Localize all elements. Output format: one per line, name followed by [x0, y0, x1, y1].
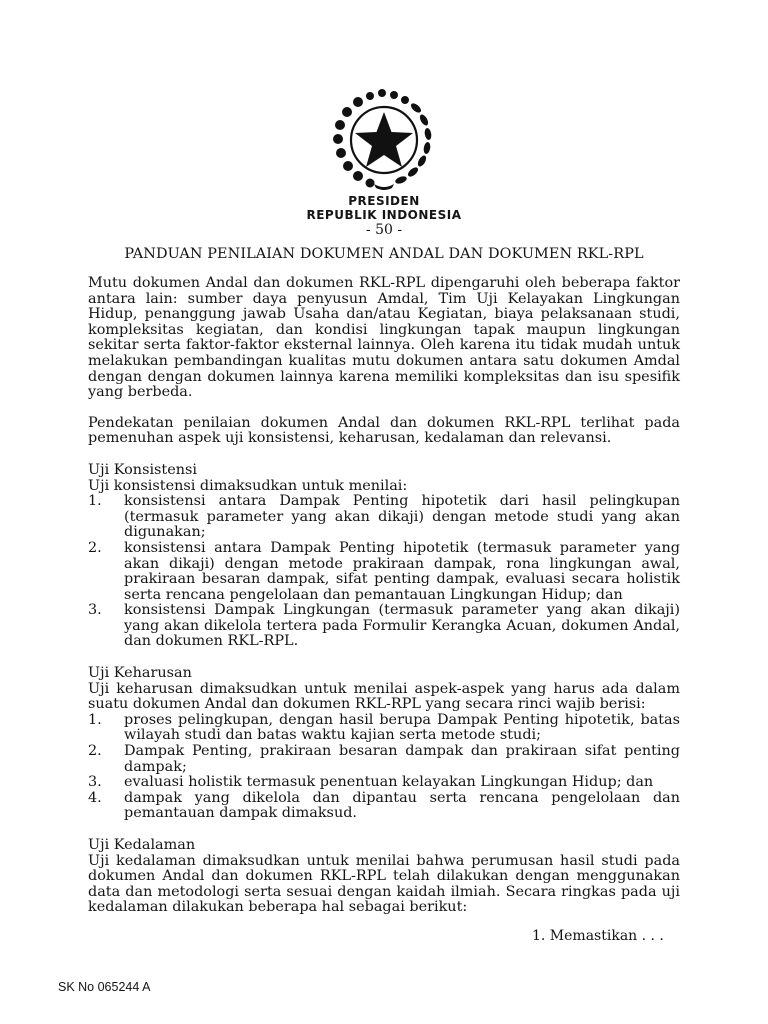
list-item [88, 744, 680, 775]
list-item [88, 791, 680, 822]
list-item-number: 2. [88, 539, 102, 556]
list-item-number: 4. [88, 789, 102, 806]
paragraph-intro: Mutu dokumen Andal dan dokumen RKL-RPL dipengaruhi oleh beberapa faktor antara lain: sumber daya penyusun Amdal, Tim Uji Kelayakan Lingkungan Hidup, penanggung jawab Usaha dan/atau Kegiatan, biaya pelaksanaan studi, kompleksitas kegiatan, dan kondisi lingkungan tapak maupun lingkungan sekitar serta faktor-faktor eksternal lainnya. Oleh karena itu tidak mudah untuk melakukan pembandingan kualitas mutu dokumen antara satu dokumen Amdal dengan dengan dokumen lainnya karena memiliki kompleksitas dan isu spesifik yang berbeda. [88, 275, 680, 401]
item-list [88, 713, 680, 822]
item-list [88, 494, 680, 650]
section-title: Uji Keharusan [88, 665, 192, 682]
list-item-text: konsistensi Dampak Lingkungan (termasuk parameter yang akan dikaji) yang akan dikelola tertera pada Formulir Kerangka Acuan, dokumen Andal, dan dokumen RKL-RPL. [124, 602, 680, 650]
document-title: PANDUAN PENILAIAN DOKUMEN ANDAL DAN DOKUMEN RKL-RPL [124, 246, 644, 262]
header-president: PRESIDEN [348, 194, 420, 208]
section-title: Uji Kedalaman [88, 837, 196, 853]
list-item-number: 3. [88, 602, 102, 619]
list-item [88, 541, 680, 603]
list-item [88, 713, 680, 744]
list-item-number: 1. [88, 493, 102, 510]
list-item-text: proses pelingkupan, dengan hasil berupa Dampak Penting hipotetik, batas wilayah studi dan batas waktu kajian serta metode studi; [124, 711, 680, 744]
list-item [88, 775, 680, 791]
section-uji-konsistensi [88, 463, 680, 650]
list-item-number: 3. [88, 774, 102, 791]
page-number: - 50 - [365, 222, 403, 238]
section-intro: Uji konsistensi dimaksudkan untuk menilai: [88, 477, 408, 494]
section-uji-kedalaman [88, 838, 680, 916]
list-item-text: konsistensi antara Dampak Penting hipotetik (termasuk parameter yang akan dikaji) dengan metode prakiraan dampak, rona lingkungan awal, prakiraan besaran dampak, sifat penting dampak, evaluasi secara holistik serta rencana pengelolaan dan pemantauan Lingkungan Hidup; dan [124, 539, 680, 603]
list-item-text: dampak yang dikelola dan dipantau serta rencana pengelolaan dan pemantauan dampak dimaksud. [124, 789, 680, 822]
list-item [88, 494, 680, 541]
section-uji-keharusan [88, 666, 680, 822]
list-item-number: 2. [88, 743, 102, 760]
list-item-text: evaluasi holistik termasuk penentuan kelayakan Lingkungan Hidup; dan [124, 774, 654, 791]
list-item-number: 1. [88, 711, 102, 728]
national-emblem-icon [330, 86, 438, 192]
list-item [88, 603, 680, 650]
paragraph-approach: Pendekatan penilaian dokumen Andal dan dokumen RKL-RPL terlihat pada pemenuhan aspek uji konsistensi, keharusan, kedalaman dan relevansi. [88, 414, 680, 447]
section-title: Uji Konsistensi [88, 461, 197, 478]
list-item-text: konsistensi antara Dampak Penting hipotetik dari hasil pelingkupan (termasuk parameter yang akan dikaji) dengan metode studi yang akan digunakan; [124, 493, 680, 541]
section-intro: Uji kedalaman dimaksudkan untuk menilai bahwa perumusan hasil studi pada dokumen Andal dan dokumen RKL-RPL telah dilakukan dengan menggunakan data dan metodologi serta sesuai dengan kaidah ilmiah. Secara ringkas pada uji kedalaman dilakukan beberapa hal sebagai berikut: [88, 852, 680, 916]
continuation-note: 1. Memastikan . . . [532, 928, 664, 944]
document-body [88, 276, 680, 916]
list-item-text: Dampak Penting, prakiraan besaran dampak dan prakiraan sifat penting dampak; [124, 743, 680, 775]
section-intro: Uji keharusan dimaksudkan untuk menilai aspek-aspek yang harus ada dalam suatu dokumen Andal dan dokumen RKL-RPL yang secara rinci wajib berisi: [88, 680, 680, 713]
footer-document-code: SK No 065244 A [58, 980, 151, 994]
header-republic: REPUBLIK INDONESIA [306, 208, 462, 222]
